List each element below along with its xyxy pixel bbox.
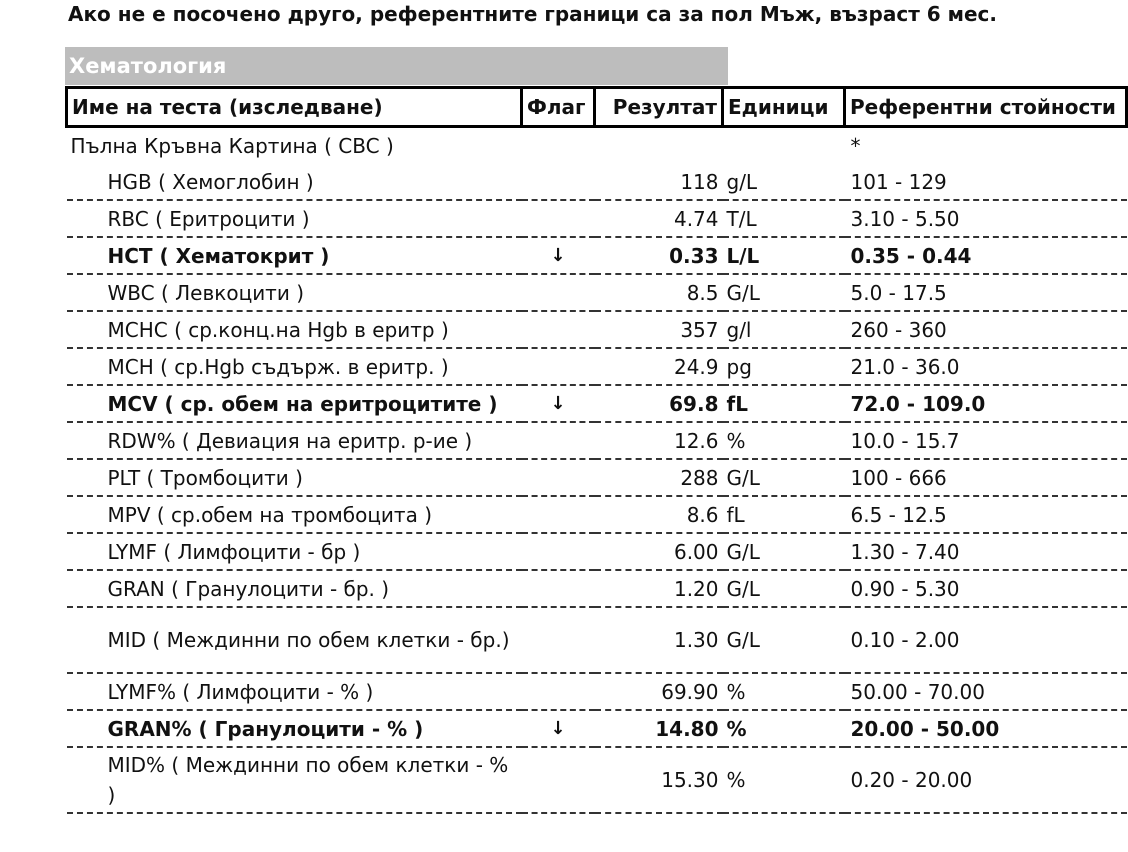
reference-note: Ако не е посочено друго, референтните граници са за пол Мъж, възраст 6 мес. bbox=[68, 2, 998, 26]
reference-range: 6.5 - 12.5 bbox=[845, 496, 1127, 533]
test-name: RBC ( Еритроцити ) bbox=[67, 200, 522, 237]
result-value: 1.20 bbox=[595, 570, 723, 607]
flag-cell bbox=[522, 607, 595, 673]
reference-range: 100 - 666 bbox=[845, 459, 1127, 496]
down-arrow-icon: ↓ bbox=[522, 237, 595, 274]
flag-cell bbox=[522, 274, 595, 311]
result-value: 118 bbox=[595, 164, 723, 200]
reference-range: 0.20 - 20.00 bbox=[845, 747, 1127, 813]
test-name: LYMF% ( Лимфоцити - % ) bbox=[67, 673, 522, 710]
reference-range: 260 - 360 bbox=[845, 311, 1127, 348]
test-name: GRAN% ( Гранулоцити - % ) bbox=[67, 710, 522, 747]
result-value: 6.00 bbox=[595, 533, 723, 570]
table-row bbox=[67, 459, 1127, 496]
reference-range: 101 - 129 bbox=[845, 164, 1127, 200]
reference-range: 1.30 - 7.40 bbox=[845, 533, 1127, 570]
table-row bbox=[67, 570, 1127, 607]
table-row bbox=[67, 496, 1127, 533]
down-arrow-icon: ↓ bbox=[522, 385, 595, 422]
column-header-name: Име на теста (изследване) bbox=[67, 88, 522, 127]
table-row bbox=[67, 533, 1127, 570]
test-name: HGB ( Хемоглобин ) bbox=[67, 164, 522, 200]
reference-range: 0.10 - 2.00 bbox=[845, 607, 1127, 673]
table-row-flagged bbox=[67, 710, 1127, 747]
table-header-row bbox=[67, 88, 1127, 127]
reference-range: 10.0 - 15.7 bbox=[845, 422, 1127, 459]
table-row bbox=[67, 747, 1127, 813]
reference-range: 21.0 - 36.0 bbox=[845, 348, 1127, 385]
reference-range: 20.00 - 50.00 bbox=[845, 710, 1127, 747]
result-value: 14.80 bbox=[595, 710, 723, 747]
table-row-flagged bbox=[67, 237, 1127, 274]
table-row bbox=[67, 348, 1127, 385]
result-value: 69.90 bbox=[595, 673, 723, 710]
table-row bbox=[67, 274, 1127, 311]
units-value: fL bbox=[723, 385, 845, 422]
result-value: 15.30 bbox=[595, 747, 723, 813]
result-value: 8.6 bbox=[595, 496, 723, 533]
result-value: 0.33 bbox=[595, 237, 723, 274]
reference-range: 50.00 - 70.00 bbox=[845, 673, 1127, 710]
units-value: % bbox=[723, 422, 845, 459]
test-name: PLT ( Тромбоцити ) bbox=[67, 459, 522, 496]
result-value: 357 bbox=[595, 311, 723, 348]
result-value: 8.5 bbox=[595, 274, 723, 311]
test-name: MCH ( ср.Hgb съдърж. в еритр. ) bbox=[67, 348, 522, 385]
units-value: G/L bbox=[723, 533, 845, 570]
column-header-units: Единици bbox=[723, 88, 845, 127]
flag-cell bbox=[522, 200, 595, 237]
result-value: 1.30 bbox=[595, 607, 723, 673]
flag-cell bbox=[522, 164, 595, 200]
reference-range: 72.0 - 109.0 bbox=[845, 385, 1127, 422]
flag-cell bbox=[522, 673, 595, 710]
result-value: 288 bbox=[595, 459, 723, 496]
test-name: RDW% ( Девиация на еритр. р-ие ) bbox=[67, 422, 522, 459]
units-value: fL bbox=[723, 496, 845, 533]
reference-range: 0.35 - 0.44 bbox=[845, 237, 1127, 274]
down-arrow-icon: ↓ bbox=[522, 710, 595, 747]
table-row bbox=[67, 311, 1127, 348]
units-value: pg bbox=[723, 348, 845, 385]
section-title: Хематология bbox=[65, 47, 728, 85]
table-row bbox=[67, 673, 1127, 710]
column-header-result: Резултат bbox=[595, 88, 723, 127]
flag-cell bbox=[522, 570, 595, 607]
test-name: GRAN ( Гранулоцити - бр. ) bbox=[67, 570, 522, 607]
units-value: G/L bbox=[723, 459, 845, 496]
units-value: g/L bbox=[723, 164, 845, 200]
reference-range: 3.10 - 5.50 bbox=[845, 200, 1127, 237]
units-value: % bbox=[723, 673, 845, 710]
group-name: Пълна Кръвна Картина ( CBC ) bbox=[70, 134, 394, 158]
table-row bbox=[67, 607, 1127, 673]
test-name: LYMF ( Лимфоцити - бр ) bbox=[67, 533, 522, 570]
reference-range: 0.90 - 5.30 bbox=[845, 570, 1127, 607]
result-value: 12.6 bbox=[595, 422, 723, 459]
flag-cell bbox=[522, 533, 595, 570]
flag-cell bbox=[522, 422, 595, 459]
result-value: 4.74 bbox=[595, 200, 723, 237]
units-value: L/L bbox=[723, 237, 845, 274]
units-value: G/L bbox=[723, 570, 845, 607]
group-reference: * bbox=[850, 134, 861, 158]
table-row bbox=[67, 200, 1127, 237]
column-header-reference: Референтни стойности bbox=[845, 88, 1127, 127]
flag-cell bbox=[522, 348, 595, 385]
test-name: MID% ( Междинни по обем клетки - % ) bbox=[67, 747, 522, 813]
units-value: T/L bbox=[723, 200, 845, 237]
units-value: g/l bbox=[723, 311, 845, 348]
units-value: % bbox=[723, 710, 845, 747]
results-table bbox=[65, 86, 1128, 814]
flag-cell bbox=[522, 459, 595, 496]
flag-cell bbox=[522, 496, 595, 533]
reference-range: 5.0 - 17.5 bbox=[845, 274, 1127, 311]
units-value: G/L bbox=[723, 607, 845, 673]
flag-cell bbox=[522, 747, 595, 813]
test-name: MID ( Междинни по обем клетки - бр.) bbox=[67, 607, 522, 673]
test-name: MCV ( ср. обем на еритроцитите ) bbox=[67, 385, 522, 422]
test-name: MCHC ( ср.конц.на Hgb в еритр ) bbox=[67, 311, 522, 348]
flag-cell bbox=[522, 311, 595, 348]
test-name: WBC ( Левкоцити ) bbox=[67, 274, 522, 311]
table-row bbox=[67, 422, 1127, 459]
units-value: G/L bbox=[723, 274, 845, 311]
test-name: HCT ( Хематокрит ) bbox=[67, 237, 522, 274]
result-value: 24.9 bbox=[595, 348, 723, 385]
units-value: % bbox=[723, 747, 845, 813]
result-value: 69.8 bbox=[595, 385, 723, 422]
column-header-flag: Флаг bbox=[522, 88, 595, 127]
group-row bbox=[67, 127, 1127, 165]
test-name: MPV ( ср.обем на тромбоцита ) bbox=[67, 496, 522, 533]
table-row bbox=[67, 164, 1127, 200]
table-row-flagged bbox=[67, 385, 1127, 422]
